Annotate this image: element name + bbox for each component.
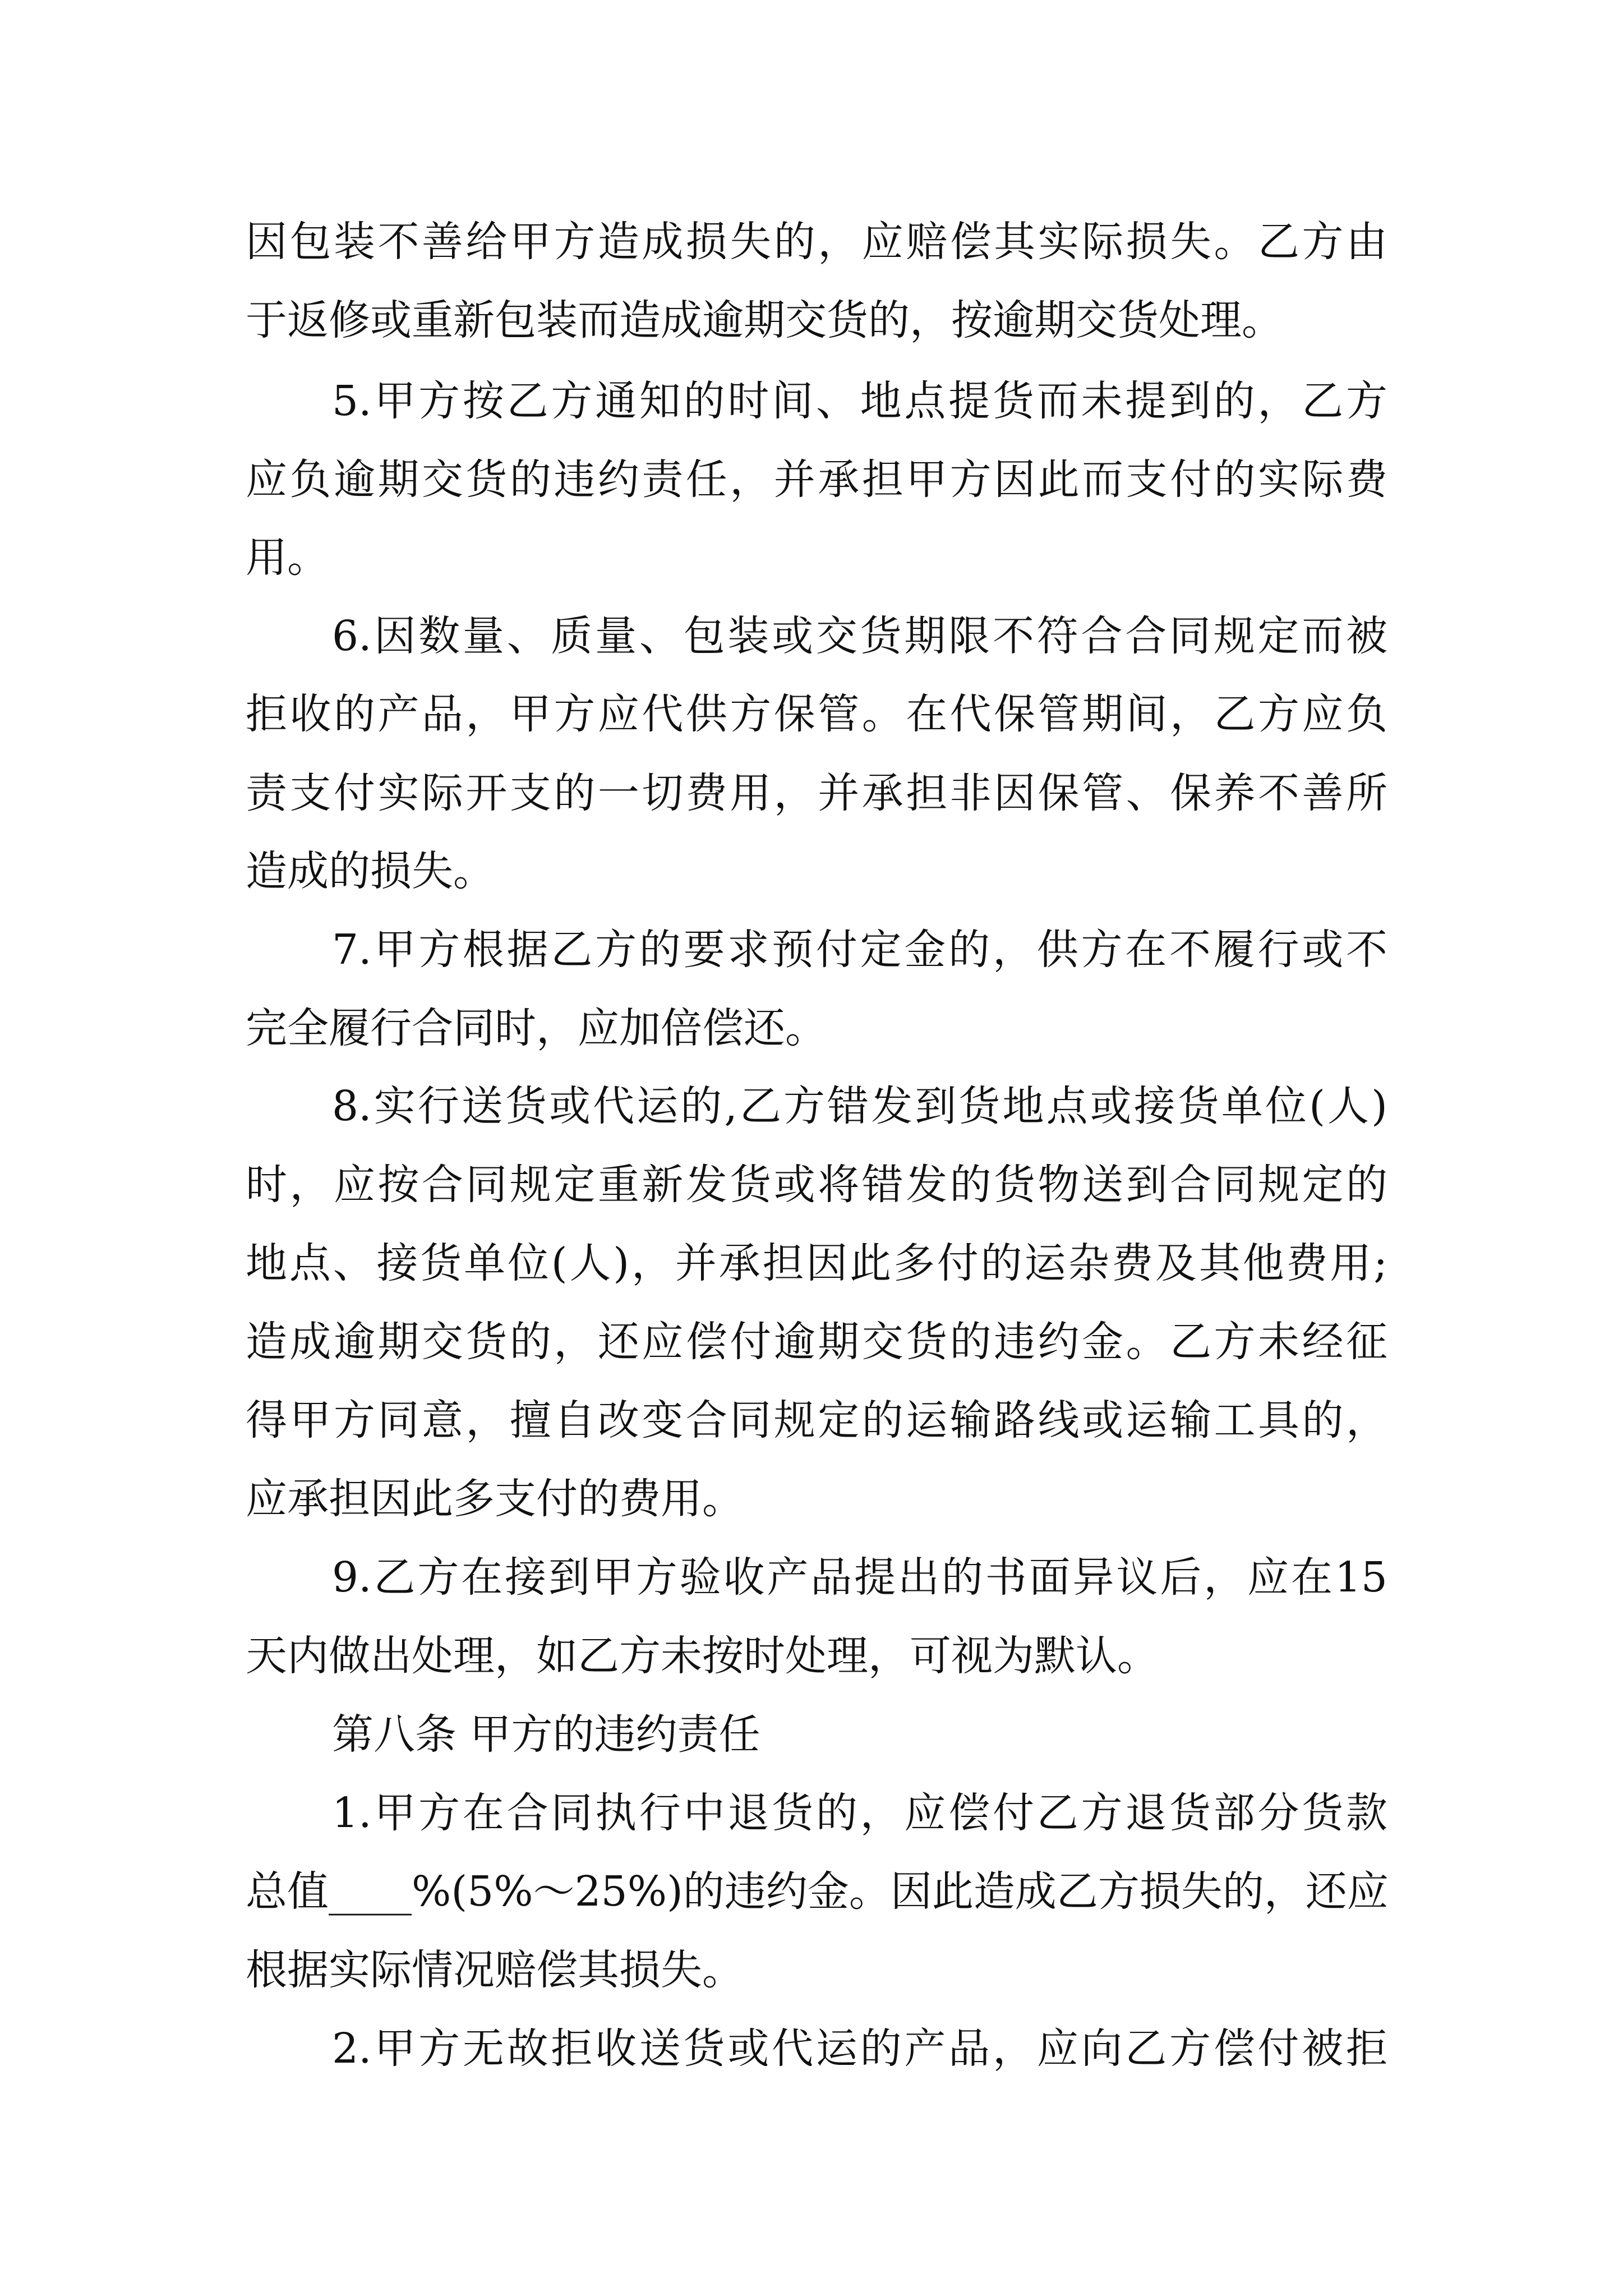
text-line: 地点、接货单位(人)，并承担因此多付的运杂费及其他费用; — [246, 1239, 1387, 1287]
text-line: 8.实行送货或代运的,乙方错发到货地点或接货单位(人) — [332, 1082, 1387, 1130]
text-line: 总值____%(5%～25%)的违约金。因此造成乙方损失的，还应 — [246, 1867, 1389, 1916]
text-line: 根据实际情况赔偿其损失。 — [246, 1946, 744, 1994]
text-line: 应承担因此多支付的费用。 — [246, 1475, 744, 1523]
text-line: 1.甲方在合同执行中退货的，应偿付乙方退货部分货款 — [332, 1789, 1387, 1837]
text-line: 责支付实际开支的一切费用，并承担非因保管、保养不善所 — [246, 769, 1387, 817]
text-line: 9.乙方在接到甲方验收产品提出的书面异议后，应在15 — [332, 1553, 1387, 1602]
text-line: 得甲方同意，擅自改变合同规定的运输路线或运输工具的， — [246, 1396, 1387, 1444]
text-line: 6.因数量、质量、包装或交货期限不符合合同规定而被 — [332, 612, 1387, 660]
text-line: 应负逾期交货的违约责任，并承担甲方因此而支付的实际费 — [246, 455, 1387, 504]
text-line: 造成逾期交货的，还应偿付逾期交货的违约金。乙方未经征 — [246, 1318, 1387, 1366]
text-line: 天内做出处理，如乙方未按时处理，可视为默认。 — [246, 1632, 1159, 1680]
text-line: 拒收的产品，甲方应代供方保管。在代保管期间，乙方应负 — [246, 690, 1387, 738]
text-line: 2.甲方无故拒收送货或代运的产品，应向乙方偿付被拒 — [332, 2024, 1387, 2073]
text-line: 因包装不善给甲方造成损失的，应赔偿其实际损失。乙方由 — [246, 218, 1387, 266]
text-line: 5.甲方按乙方通知的时间、地点提货而未提到的，乙方 — [332, 377, 1387, 425]
text-line: 完全履行合同时，应加倍偿还。 — [246, 1004, 827, 1052]
text-line: 用。 — [246, 533, 329, 582]
text-line: 时，应按合同规定重新发货或将错发的货物送到合同规定的 — [246, 1161, 1387, 1209]
section-heading: 第八条 甲方的违约责任 — [332, 1710, 760, 1759]
text-line: 造成的损失。 — [246, 847, 495, 895]
text-line: 7.甲方根据乙方的要求预付定金的，供方在不履行或不 — [332, 926, 1387, 974]
text-line: 于返修或重新包装而造成逾期交货的，按逾期交货处理。 — [246, 296, 1283, 344]
